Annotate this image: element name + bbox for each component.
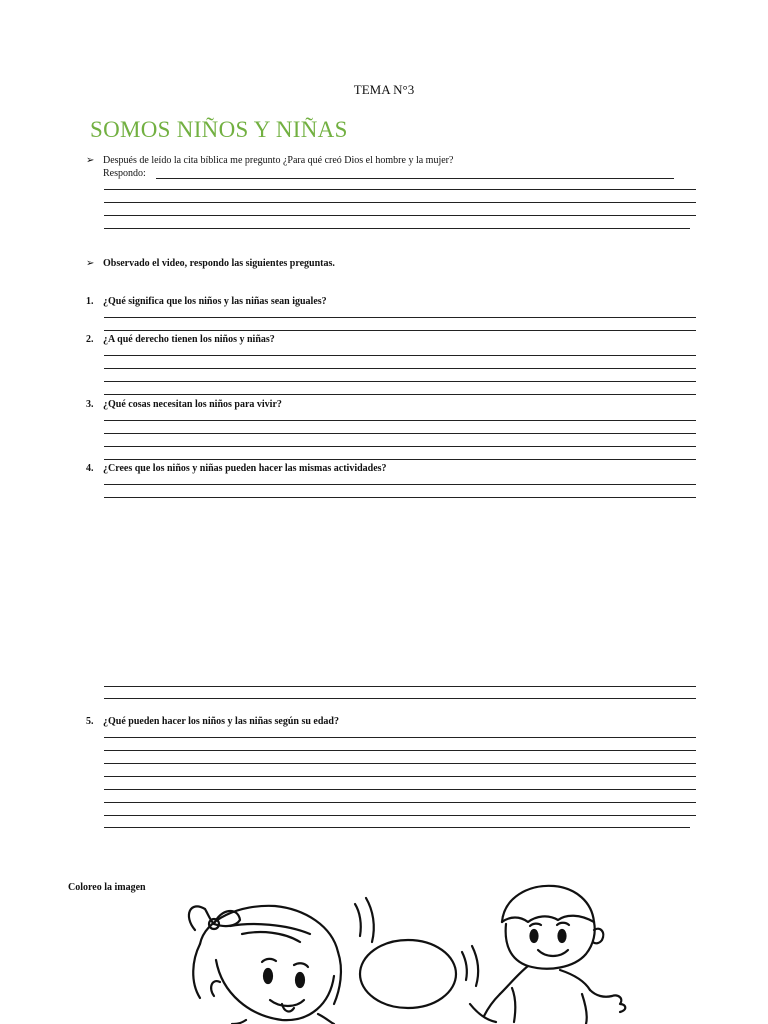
question-number: 3. — [86, 399, 94, 410]
answer-line — [104, 368, 696, 369]
girl-hair — [334, 952, 341, 1004]
answer-line — [104, 789, 696, 790]
boy-body — [500, 966, 528, 994]
question-text: ¿Crees que los niños y niñas pueden hacer las mismas actividades? — [103, 463, 387, 474]
answer-line — [104, 433, 696, 434]
answer-line — [104, 355, 696, 356]
answer-line — [104, 686, 696, 687]
video-instruction: Observado el video, respondo las siguientes preguntas. — [103, 258, 335, 269]
arrow-bullet-icon: ➢ — [86, 155, 95, 166]
answer-line — [104, 459, 696, 460]
boy-face — [506, 922, 595, 969]
question-text: ¿Qué significa que los niños y las niñas sean iguales? — [103, 296, 327, 307]
answer-line — [104, 189, 696, 190]
answer-line — [104, 737, 696, 738]
children-playing-ball-illustration — [0, 864, 768, 1024]
arrow-bullet-icon: ➢ — [86, 258, 95, 269]
respond-label: Respondo: — [103, 168, 146, 179]
girl-hair — [200, 906, 338, 952]
answer-line — [104, 750, 696, 751]
answer-line — [104, 698, 696, 699]
answer-line — [104, 202, 696, 203]
question-text: ¿A qué derecho tienen los niños y niñas? — [103, 334, 275, 345]
answer-line — [104, 497, 696, 498]
answer-line — [104, 446, 696, 447]
question-number: 5. — [86, 716, 94, 727]
answer-line — [104, 381, 696, 382]
question-text: ¿Qué pueden hacer los niños y las niñas según su edad? — [103, 716, 339, 727]
answer-line — [104, 776, 696, 777]
question-number: 2. — [86, 334, 94, 345]
answer-line — [104, 827, 690, 828]
answer-line — [104, 763, 696, 764]
answer-line — [104, 330, 696, 331]
question-number: 4. — [86, 463, 94, 474]
page-title: SOMOS NIÑOS Y NIÑAS — [90, 117, 348, 142]
intro-question: Después de leído la cita bíblica me pregunto ¿Para qué creó Dios el hombre y la mujer? — [103, 155, 454, 166]
ball — [360, 940, 456, 1008]
answer-line — [104, 484, 696, 485]
answer-line — [104, 228, 690, 229]
answer-line — [104, 215, 696, 216]
answer-line — [104, 317, 696, 318]
answer-line — [104, 394, 696, 395]
answer-line — [156, 178, 674, 179]
coloring-label: Coloreo la imagen — [68, 882, 146, 893]
girl-hair — [193, 944, 200, 998]
topic-number: TEMA N°3 — [353, 82, 415, 97]
question-number: 1. — [86, 296, 94, 307]
girl-face — [216, 960, 334, 1020]
question-text: ¿Qué cosas necesitan los niños para vivir? — [103, 399, 282, 410]
answer-line — [104, 802, 696, 803]
answer-line — [104, 815, 696, 816]
answer-line — [104, 420, 696, 421]
